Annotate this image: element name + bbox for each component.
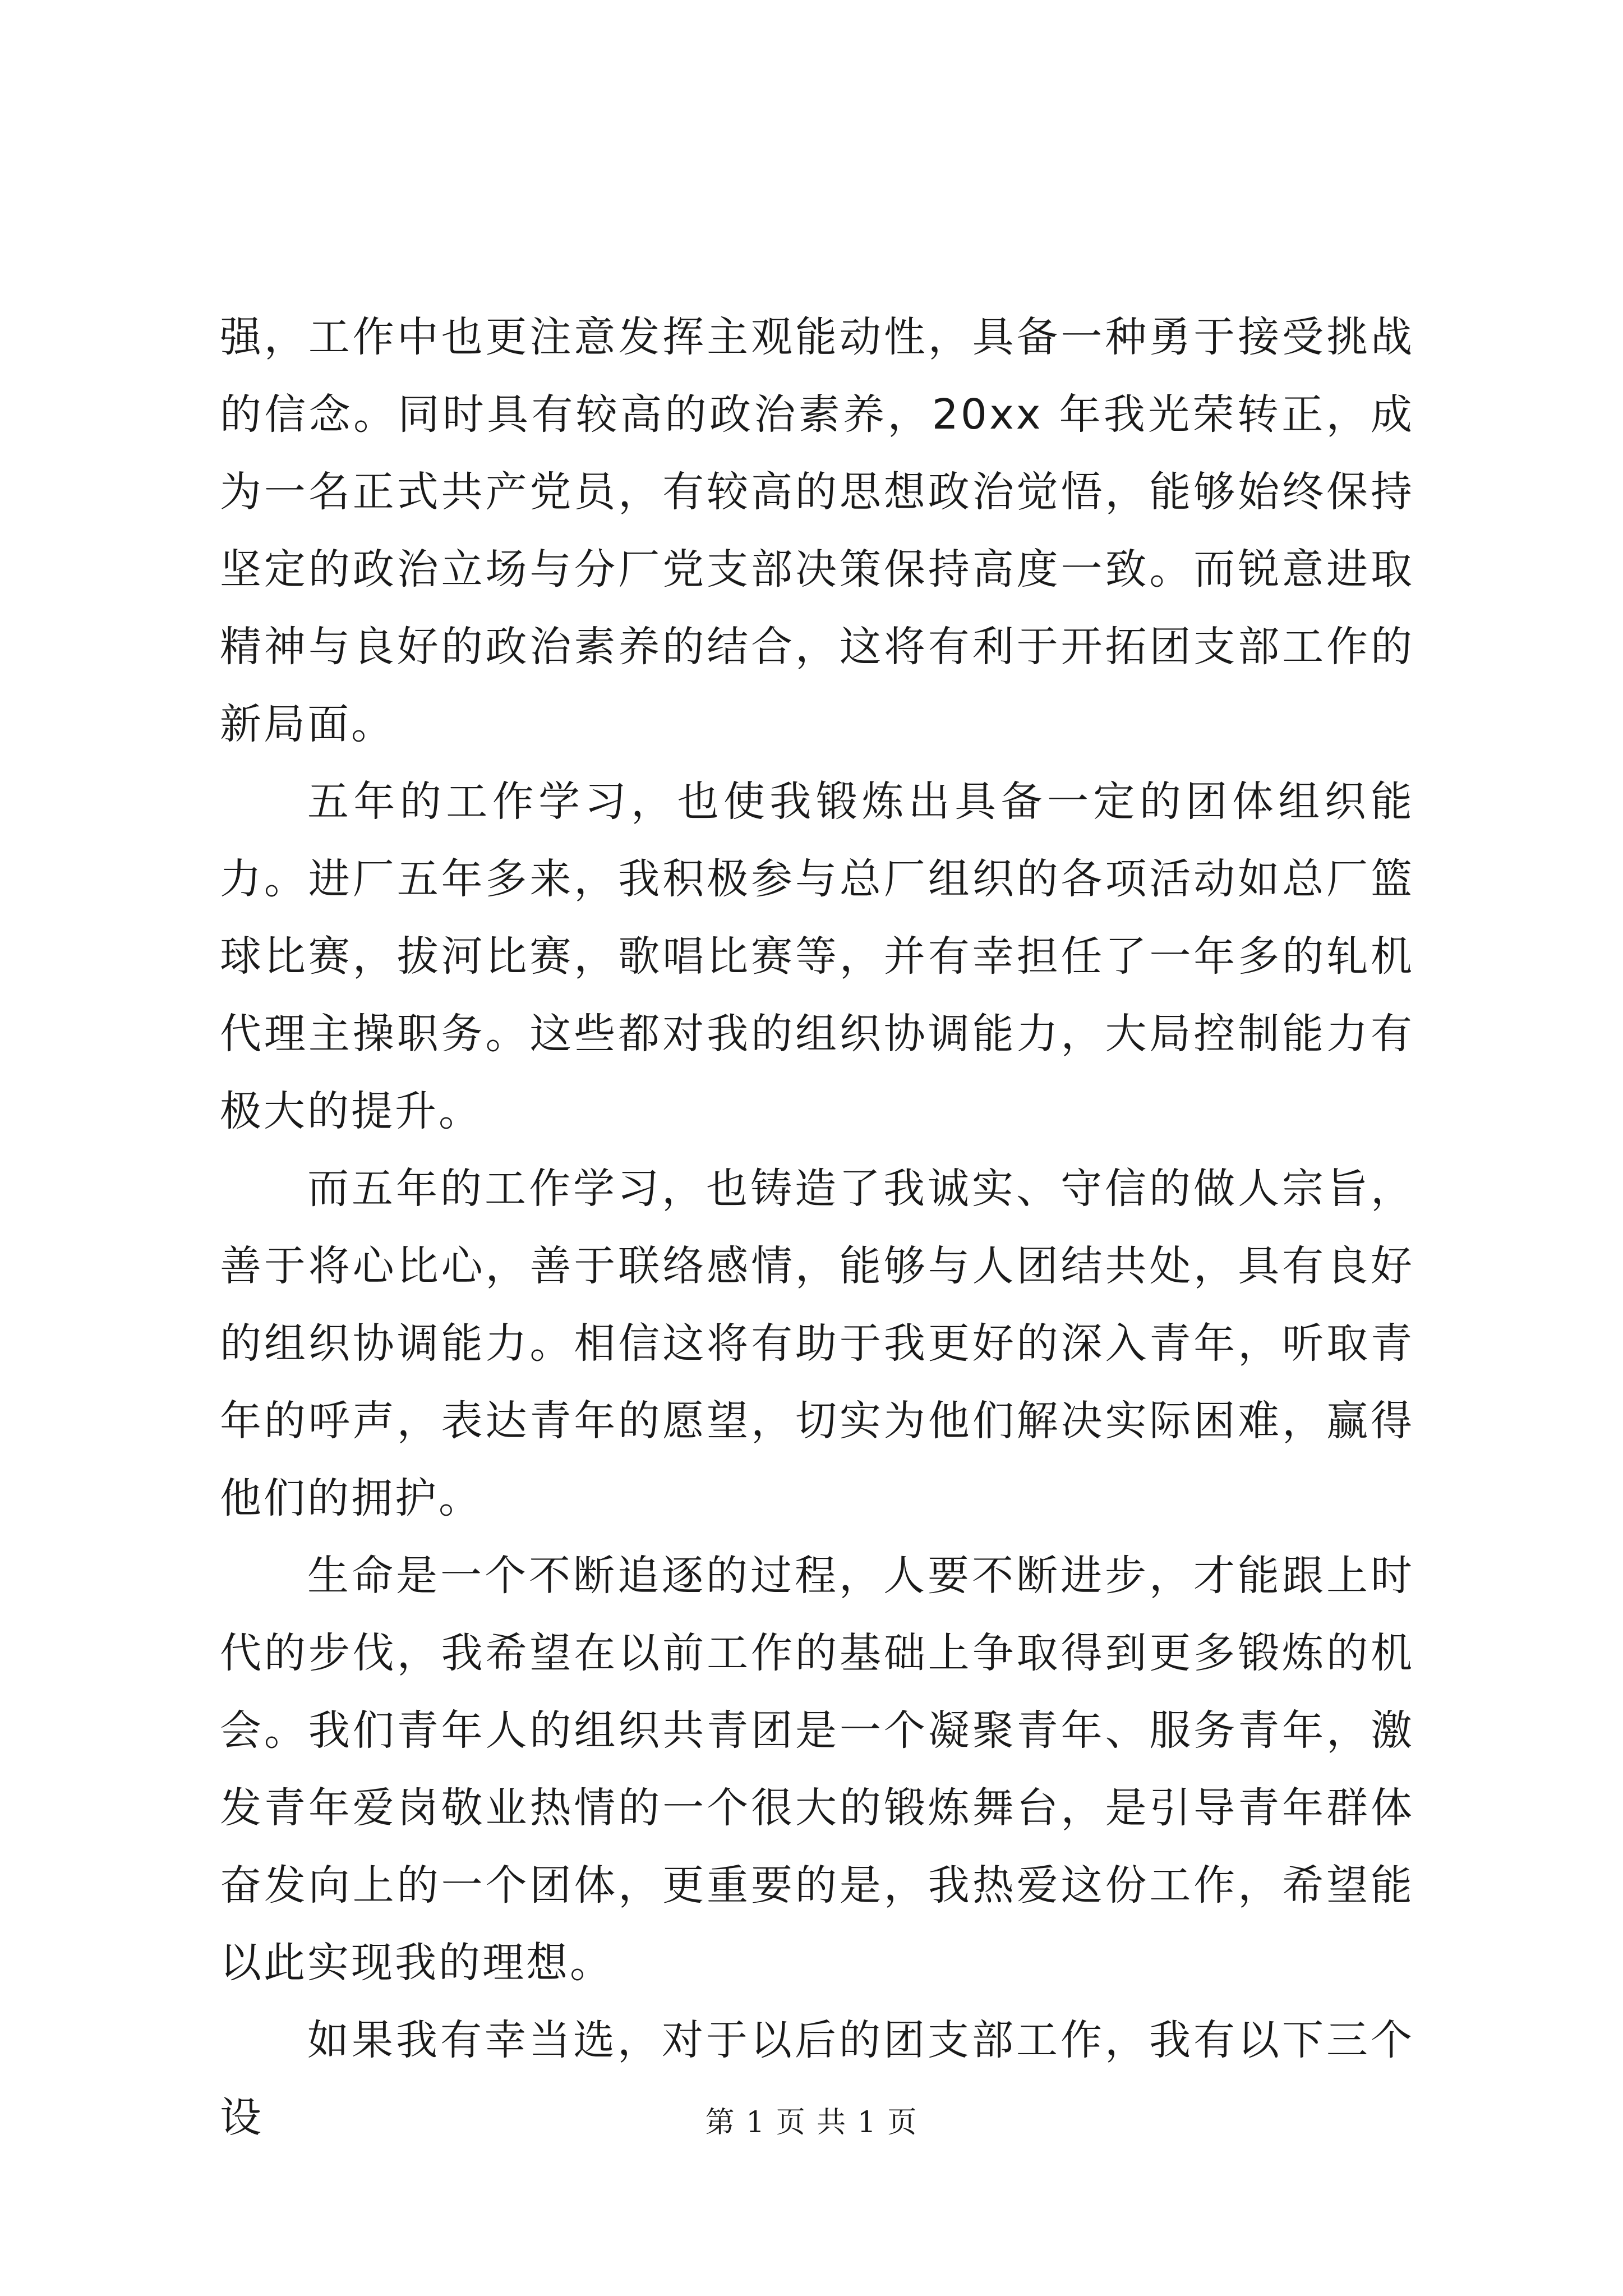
paragraph: 强，工作中也更注意发挥主观能动性，具备一种勇于接受挑战的信念。同时具有较高的政治素养，20xx 年我光荣转正，成为一名正式共产党员，有较高的思想政治觉悟，能够始终保持坚定的政治立场与分厂党支部决策保持高度一致。而锐意进取精神与良好的政治素养的结合，这将有利于开拓团支部工作的新局面。 <box>220 313 1414 748</box>
paragraph: 而五年的工作学习，也铸造了我诚实、守信的做人宗旨，善于将心比心，善于联络感情，能够与人团结共处，具有良好的组织协调能力。相信这将有助于我更好的深入青年，听取青年的呼声，表达青年的愿望，切实为他们解决实际困难，赢得他们的拥护。 <box>220 1165 1414 1522</box>
page-number-footer: 第 1 页 共 1 页 <box>705 2106 918 2139</box>
paragraph: 生命是一个不断追逐的过程，人要不断进步，才能跟上时代的步伐，我希望在以前工作的基础上争取得到更多锻炼的机会。我们青年人的组织共青团是一个凝聚青年、服务青年，激发青年爱岗敬业热情的一个很大的锻炼舞台，是引导青年群体奋发向上的一个团体，更重要的是，我热爱这份工作，希望能以此实现我的理想。 <box>220 1552 1414 1987</box>
paragraph: 五年的工作学习，也使我锻炼出具备一定的团体组织能力。进厂五年多来，我积极参与总厂组织的各项活动如总厂篮球比赛，拔河比赛，歌唱比赛等，并有幸担任了一年多的轧机代理主操职务。这些都对我的组织协调能力，大局控制能力有极大的提升。 <box>220 777 1414 1135</box>
paragraph: 如果我有幸当选，对于以后的团支部工作，我有以下三个设 <box>220 2016 1414 2142</box>
document-body <box>220 298 1414 2156</box>
